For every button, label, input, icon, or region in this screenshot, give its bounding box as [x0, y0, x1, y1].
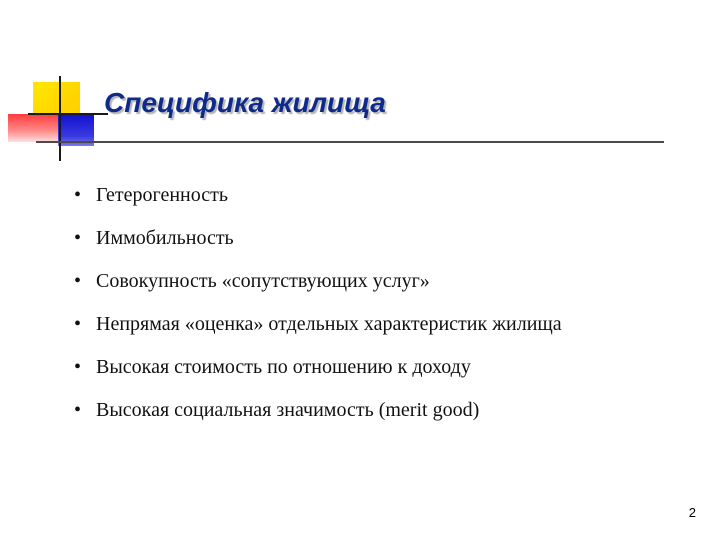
bullet-text: Высокая социальная значимость (merit good): [96, 399, 480, 421]
bullet-dot: •: [74, 356, 82, 378]
short-horizontal-line-decoration: [28, 113, 108, 115]
page-number: 2: [688, 505, 696, 520]
bullet-dot: •: [74, 399, 82, 421]
bullet-text: Гетерогенность: [96, 184, 228, 206]
bullet-item: [74, 392, 562, 435]
bullet-text: Высокая стоимость по отношению к доходу: [96, 356, 471, 378]
bullet-dot: •: [74, 313, 82, 335]
bullet-item: [74, 177, 562, 220]
bullet-text: Непрямая «оценка» отдельных характеристик жилища: [96, 313, 562, 335]
bullet-dot: •: [74, 270, 82, 292]
slide-title: Специфика жилища: [104, 87, 386, 118]
bullet-text: Совокупность «сопутствующих услуг»: [96, 270, 430, 292]
bullet-list: [74, 177, 562, 435]
bullet-text: Иммобильность: [96, 227, 234, 249]
bullet-item: [74, 220, 562, 263]
bullet-item: [74, 306, 562, 349]
bullet-item: [74, 349, 562, 392]
bullet-dot: •: [74, 227, 82, 249]
red-bar-decoration: [8, 114, 58, 142]
vertical-line-decoration: [59, 76, 61, 161]
title-underline: [36, 141, 664, 143]
bullet-dot: •: [74, 184, 82, 206]
bullet-item: [74, 263, 562, 306]
